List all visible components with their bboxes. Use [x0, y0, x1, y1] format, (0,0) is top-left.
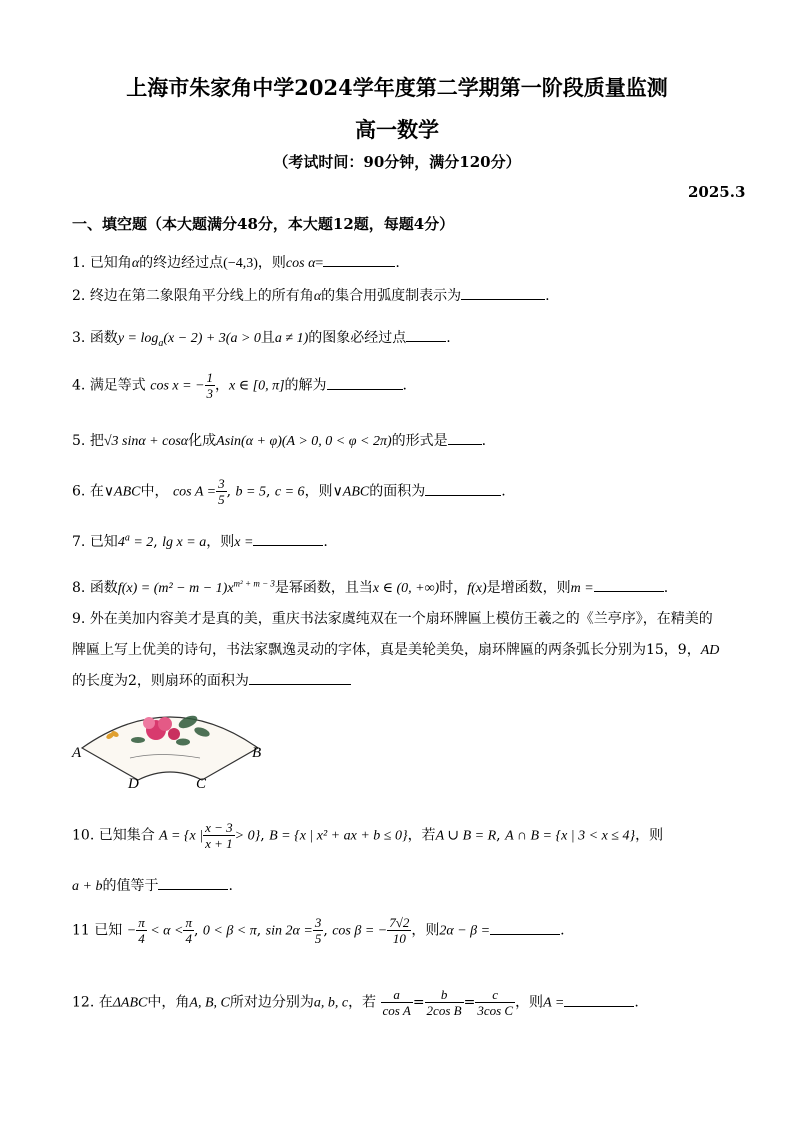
exam-date: 2025.3 [688, 183, 746, 201]
answer-blank[interactable] [490, 920, 560, 935]
fan-label-c: C [196, 776, 207, 792]
question-2: 2. 终边在第二象限角平分线上的所有角α的集合用弧度制表示为 . [72, 285, 550, 305]
answer-blank[interactable] [158, 875, 228, 890]
question-10-line-2: a + b的值等于 . [72, 875, 233, 895]
question-6: 6. 在∨ABC中， cos A = $\frac{3}{5}$ , b = 5, c = 6，则∨ABC的面积为 . [72, 476, 506, 507]
fan-label-a: A [72, 745, 82, 761]
answer-blank[interactable] [594, 577, 664, 592]
answer-blank[interactable] [253, 531, 323, 546]
answer-blank[interactable] [406, 327, 446, 342]
section-heading: 一、填空题（本大题满分48分，本大题12题，每题4分） [72, 215, 455, 233]
answer-blank[interactable] [425, 481, 501, 496]
question-11: 11 已知 − $\frac{\pi}{4}$ < α < $\frac{\pi}{4}$ , 0 < β < π, sin 2α = $\frac{3}{5}$ , cos β = − $\frac{7√2}{10}$ ，则2α − β = . [72, 915, 565, 946]
answer-blank[interactable] [327, 375, 403, 390]
question-1: 1. 已知角α的终边经过点(−4,3)，则cos α= . [72, 252, 400, 272]
answer-blank[interactable] [448, 430, 482, 445]
exam-info: （考试时间：90分钟，满分120分） [273, 153, 521, 171]
question-9-line-3: 的长度为2，则扇环的面积为 [72, 670, 351, 690]
fan-figure [70, 696, 270, 796]
answer-blank[interactable] [461, 285, 545, 300]
answer-blank[interactable] [323, 252, 395, 267]
answer-blank[interactable] [249, 670, 351, 685]
question-3: 3. 函数$y = \log_a(x - 2) + 3(a > 0$且a ≠ 1)的图象必经过点 . [72, 327, 451, 349]
question-9-line-1: 9. 外在美加内容美才是真的美，重庆书法家虞纯双在一个扇环牌匾上模仿王羲之的《兰亭序》，在精美的 [72, 611, 713, 627]
question-5: 5. 把√3 sinα + cosα化成Asin(α + φ)(A > 0, 0 < φ < 2π)的形式是 . [72, 430, 486, 450]
question-12: 12. 在ΔABC中，角A, B, C所对边分别为a, b, c，若 $\frac{a}{\text{cos A}}$ = $\frac{b}{\text{2cos B}}$ = $\frac{c}{\text{3cos C}}$ ，则A = . [72, 987, 639, 1018]
question-8: 8. 函数$f(x) = (m^2 - m - 1)x^{m^2 + m - 3}$是幂函数，且当x ∈ (0, +∞)时，f(x)是增函数，则m = . [72, 578, 669, 596]
fan-label-d: D [128, 776, 139, 792]
question-4: 4. 满足等式 cos x = − $\frac{1}{3}$ ，x ∈ [0, π]的解为 . [72, 370, 407, 401]
question-9-line-2: 牌匾上写上优美的诗句，书法家飘逸灵动的字体，真是美轮美奂，扇环牌匾的两条弧长分别为15，9，AD [72, 642, 720, 658]
question-7: 7. 已知$4^a = 2$, lg x = a，则x = . [72, 532, 328, 550]
fan-label-b: B [252, 745, 262, 761]
exam-subject: 高一数学 [355, 117, 439, 142]
question-10: 10. 已知集合 A = {x | $\frac{x - 3}{x + 1}$ > 0}, B = {x | x² + ax + b ≤ 0}，若A ∪ B = R, A ∩ B = {x | 3 < x ≤ 4}，则 [72, 820, 664, 851]
answer-blank[interactable] [564, 992, 634, 1007]
exam-title: 上海市朱家角中学2024学年度第二学期第一阶段质量监测 [126, 75, 668, 100]
